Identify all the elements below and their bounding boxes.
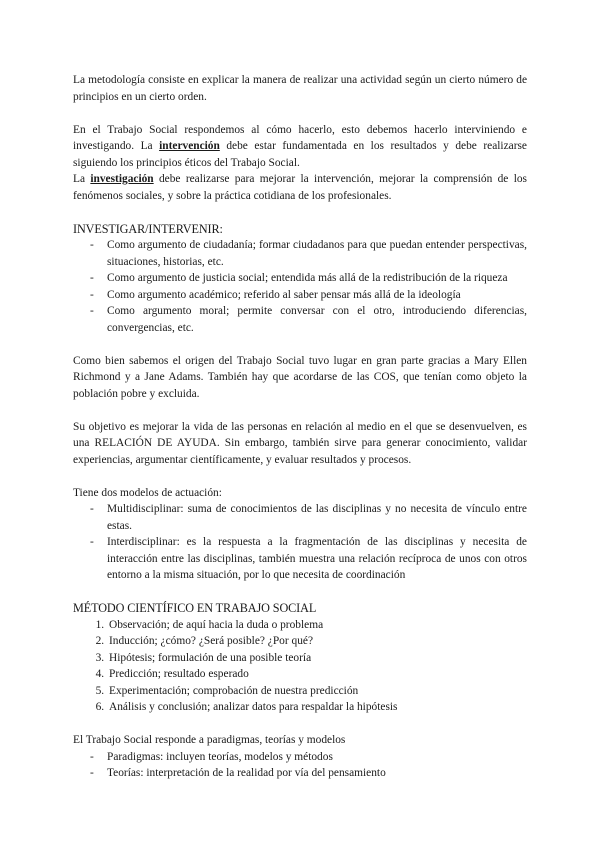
spacer [73, 105, 527, 122]
paragraph-paradigms-intro: El Trabajo Social responde a paradigmas, teorías y modelos [73, 734, 346, 746]
keyword-intervention: intervención [159, 140, 220, 152]
list-item: - Como argumento moral; permite conversar con el otro, introduciendo diferencias, convergencias, etc. [107, 303, 527, 336]
list-item: 3. Hipótesis; formulación de una posible teoría [107, 650, 527, 667]
paragraph-text: debe estar fundamentada en los resultados y debe realizarse siguiendo los principios éticos del Trabajo Social. [73, 140, 527, 169]
list-item: - Teorías: interpretación de la realidad por vía del pensamiento [107, 765, 527, 782]
list-item: - Multidisciplinar: suma de conocimientos de las disciplinas y no necesita de vínculo entre estas. [107, 501, 527, 534]
list-item: 2. Inducción; ¿cómo? ¿Será posible? ¿Por qué? [107, 633, 527, 650]
paragraph-models-intro: Tiene dos modelos de actuación: [73, 486, 222, 499]
list-item: 1. Observación; de aquí hacia la duda o problema [107, 617, 527, 634]
paragraph-methodology: La metodología consiste en explicar la manera de realizar una actividad según un cierto número de principios en un cierto orden. [73, 74, 527, 103]
argument-list [73, 237, 527, 336]
paragraph-intervention [73, 122, 527, 172]
spacer [73, 468, 527, 485]
paragraph-text: La [73, 173, 91, 185]
list-item: 4. Predicción; resultado esperado [107, 666, 527, 683]
list-item: - Como argumento de justicia social; entendida más allá de la redistribución de la riqueza [107, 270, 527, 287]
list-item: - Como argumento académico; referido al saber pensar más allá de la ideología [107, 287, 527, 304]
spacer [73, 204, 527, 221]
paragraph-text: debe realizarse para mejorar la intervención, mejorar la comprensión de los fenómenos sociales, y sobre la práctica cotidiana de los profesionales. [73, 173, 527, 202]
list-item: 5. Experimentación; comprobación de nuestra predicción [107, 683, 527, 700]
keyword-investigation: investigación [90, 173, 154, 185]
paragraph-objective: Su objetivo es mejorar la vida de las personas en relación al medio en el que se desenvuelven, es una RELACIÓN DE AYUDA. Sin embargo, también sirve para generar conocimiento, validar experiencias, argumentar científicamente, y evaluar resultados y procesos. [73, 420, 527, 466]
heading-investigar-intervenir: INVESTIGAR/INTERVENIR: [73, 221, 223, 236]
heading-metodo-cientifico: MÉTODO CIENTÍFICO EN TRABAJO SOCIAL [73, 601, 317, 615]
list-item: - Como argumento de ciudadanía; formar ciudadanos para que puedan entender perspectivas, situaciones, historias, etc. [107, 237, 527, 270]
paragraph-origin: Como bien sabemos el origen del Trabajo Social tuvo lugar en gran parte gracias a Mary Ellen Richmond y a Jane Adams. También hay que acordarse de las COS, que tenían como objeto la población pobre y excluida. [73, 354, 527, 400]
paragraph-text: En el Trabajo Social respondemos al cómo hacerlo, esto debemos hacerlo interviniendo e investigando. La [73, 123, 527, 152]
list-item: 6. Análisis y conclusión; analizar datos para respaldar la hipótesis [107, 699, 527, 716]
paragraph-investigation [73, 171, 527, 204]
list-item: - Paradigmas: incluyen teorías, modelos y métodos [107, 749, 527, 766]
spacer [73, 336, 527, 353]
models-list [73, 501, 527, 584]
method-steps-list [73, 617, 527, 716]
spacer [73, 716, 527, 733]
spacer [73, 584, 527, 601]
spacer [73, 402, 527, 419]
paradigms-list [73, 749, 527, 782]
list-item: - Interdisciplinar: es la respuesta a la fragmentación de las disciplinas y necesita de interacción entre las disciplinas, también muestra una relación recíproca de unos con otros entorno a la misma situación, por lo que necesita de coordinación [107, 534, 527, 584]
